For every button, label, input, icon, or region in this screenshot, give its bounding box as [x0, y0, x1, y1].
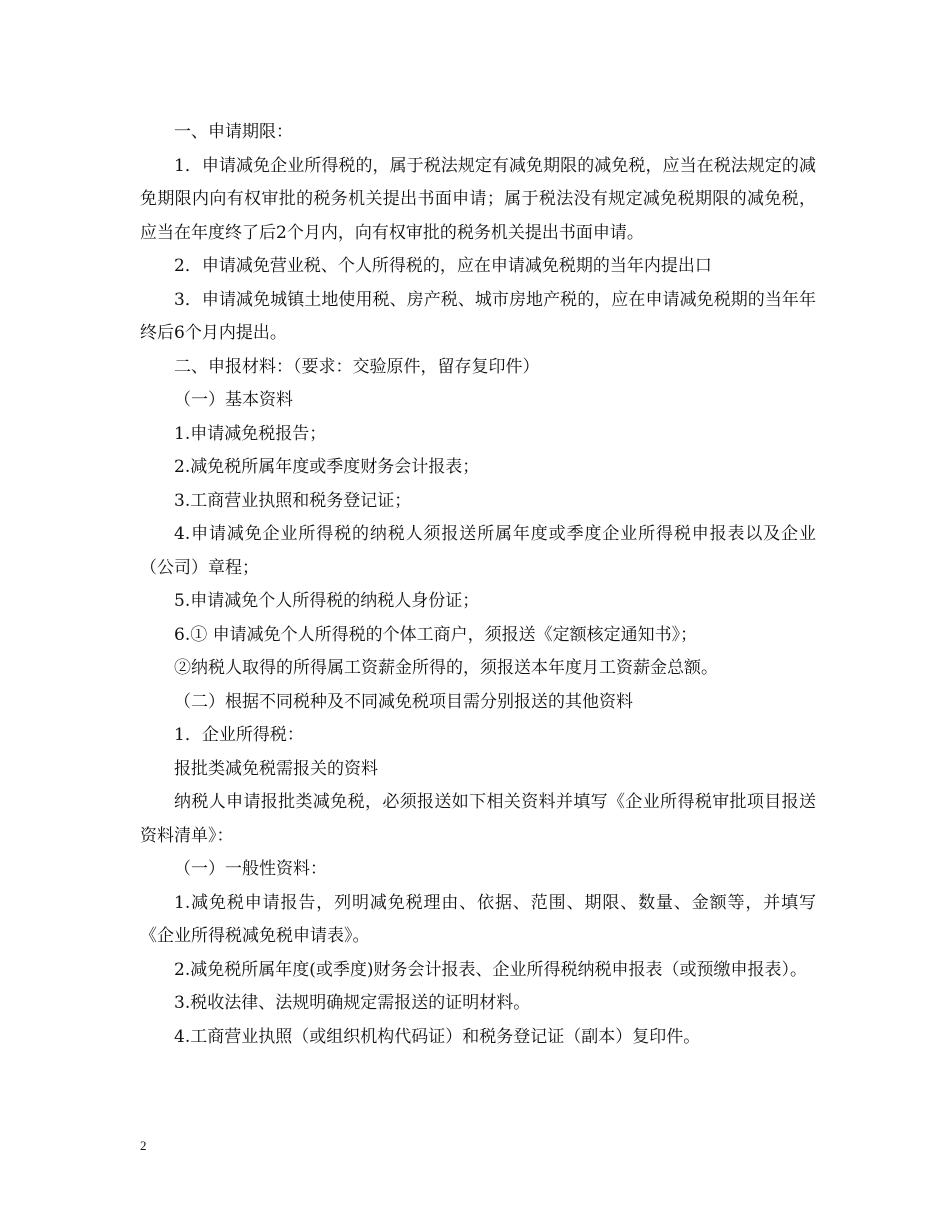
- list-item: 4.工商营业执照（或组织机构代码证）和税务登记证（副本）复印件。: [174, 1026, 701, 1047]
- document-body: [140, 116, 816, 1054]
- paragraph-approval-materials: 报批类减免税需报关的资料: [174, 758, 378, 779]
- subheading-corporate-income-tax: 1．企业所得税：: [174, 725, 304, 745]
- list-item: 5.申请减免个人所得税的纳税人身份证；: [174, 591, 480, 611]
- list-item: 3.工商营业执照和税务登记证；: [174, 490, 412, 511]
- page-number: 2: [140, 1138, 147, 1153]
- paragraph-deadline-item-3: 3．申请减免城镇土地使用税、房产税、城市房地产税的，应在申请减免税期的当年年终后6个月内提出。: [140, 289, 816, 343]
- list-item: ②纳税人取得的所得属工资薪金所得的，须报送本年度月工资薪金总额。: [174, 658, 718, 678]
- subheading-general-materials: （一）一般性资料：: [174, 859, 327, 879]
- paragraph-deadline-item-1: 1．申请减免企业所得税的，属于税法规定有减免期限的减免税，应当在税法规定的减免期限内向有权审批的税务机关提出书面申请；属于税法没有规定减免税期限的减免税，应当在年度终了后2个月内，向有权审批的税务机关提出书面申请。: [140, 155, 816, 243]
- list-item: 1.减免税申请报告，列明减免税理由、依据、范围、期限、数量、金额等，并填写《企业所得税减免税申请表》。: [140, 892, 816, 946]
- list-item: 6.① 申请减免个人所得税的个体工商户，须报送《定额核定通知书》；: [174, 624, 698, 645]
- subheading-other-materials: （二）根据不同税种及不同减免税项目需分别报送的其他资料: [174, 691, 633, 712]
- list-item: 2.减免税所属年度或季度财务会计报表；: [174, 457, 480, 477]
- heading-filing-materials: 二、申报材料：（要求：交验原件，留存复印件）: [174, 356, 540, 377]
- list-item: 2.减免税所属年度(或季度)财务会计报表、企业所得税纳税申报表（或预缴申报表）。: [174, 959, 807, 980]
- paragraph-deadline-item-2: 2．申请减免营业税、个人所得税的，应在申请减免税期的当年内提出口: [174, 256, 712, 276]
- list-item: 4.申请减免企业所得税的纳税人须报送所属年度或季度企业所得税申报表以及企业（公司）章程；: [140, 524, 816, 578]
- subheading-basic-materials: （一）基本资料: [174, 390, 293, 410]
- list-item: 3.税收法律、法规明确规定需报送的证明材料。: [174, 993, 531, 1013]
- list-item: 1.申请减免税报告；: [174, 423, 327, 444]
- paragraph-approval-requirement: 纳税人申请报批类减免税，必须报送如下相关资料并填写《企业所得税审批项目报送资料清单》：: [140, 792, 816, 846]
- heading-application-deadline: 一、申请期限：: [174, 122, 293, 142]
